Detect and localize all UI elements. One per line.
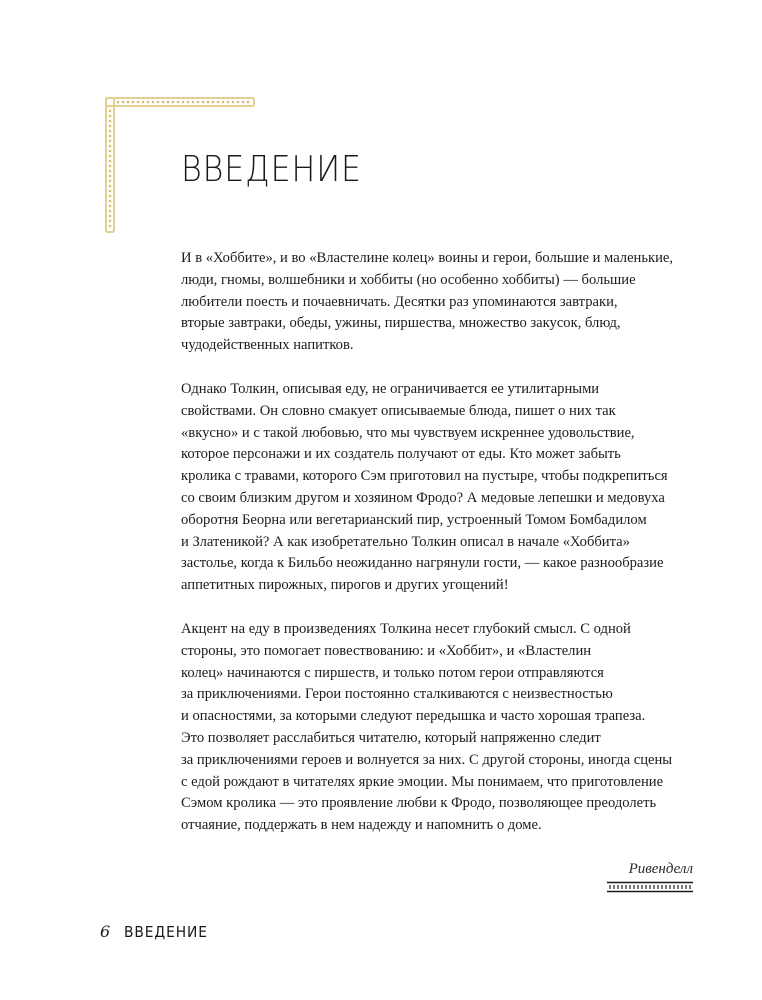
text-line: отчаяние, поддержать в нем надежду и напомнить о доме. (181, 817, 542, 834)
signature-rule-icon (607, 881, 693, 893)
text-line: с едой рождают в читателях яркие эмоции. Мы понимаем, что приготовление (181, 773, 664, 790)
text-line: чудодейственных напитков. (181, 337, 354, 354)
text-line: оборотня Беорна или вегетарианский пир, устроенный Томом Бомбадилом (181, 511, 647, 528)
page-footer (100, 922, 215, 941)
text-line: свойствами. Он словно смакует описываемые блюда, пишет о них так (181, 402, 616, 419)
body-text (181, 248, 674, 859)
paragraph-2 (181, 379, 668, 597)
text-line: колец» начинаются с пиршеств, и только потом герои отправляются (181, 664, 604, 681)
paragraph-3 (181, 619, 673, 837)
text-line: «вкусно» и с такой любовью, что мы чувствуем искреннее удовольствие, (181, 424, 635, 441)
text-line: Однако Толкин, описывая еду, не ограничивается ее утилитарными (181, 380, 600, 397)
signature: Ривенделл (628, 861, 693, 877)
text-line: и опасностями, за которыми следуют передышка и часто хорошая трапеза. (181, 708, 646, 725)
text-line: которое персонажи и их создатель получают от еды. Кто может забыть (181, 446, 621, 463)
text-line: кролика с травами, которого Сэм приготовил на пустыре, чтобы подкрепиться (181, 468, 668, 485)
text-line: за приключениями героев и волнуется за них. С другой стороны, иногда сцены (181, 751, 673, 768)
text-line: Это позволяет расслабиться читателю, который напряженно следит (181, 729, 601, 746)
text-line: И в «Хоббите», и во «Властелине колец» воины и герои, большие и маленькие, (181, 250, 674, 266)
text-line: за приключениями. Герои постоянно сталкиваются с неизвестностью (181, 686, 613, 703)
text-line: аппетитных пирожных, пирогов и других угощений! (181, 577, 509, 594)
text-line: любители поесть и почаевничать. Десятки раз упоминаются завтраки, (181, 293, 618, 310)
paragraph-1 (181, 248, 674, 357)
running-head: ВВЕДЕНИЕ (124, 923, 209, 941)
text-line: и Златеникой? А как изобретательно Толкин описал в начале «Хоббита» (181, 533, 630, 550)
text-line: стороны, это помогает повествованию: и «Хоббит», и «Властелин (181, 642, 592, 659)
text-line: Сэмом кролика — это проявление любви к Фродо, позволяющее преодолеть (181, 795, 657, 812)
text-line: вторые завтраки, обеды, ужины, пиршества, множество закусок, блюд, (181, 315, 621, 332)
text-line: Акцент на еду в произведениях Толкина несет глубокий смысл. С одной (181, 620, 631, 637)
text-line: со своим близким другом и хозяином Фродо? А медовые лепешки и медовуха (181, 489, 665, 506)
text-line: застолье, когда к Бильбо неожиданно нагрянули гости, — какое разнообразие (181, 555, 664, 572)
page-number: 6 (100, 922, 111, 941)
page-title: ВВЕДЕНИЕ (181, 149, 362, 190)
text-line: люди, гномы, волшебники и хоббиты (но особенно хоббиты) — большие (181, 271, 636, 288)
